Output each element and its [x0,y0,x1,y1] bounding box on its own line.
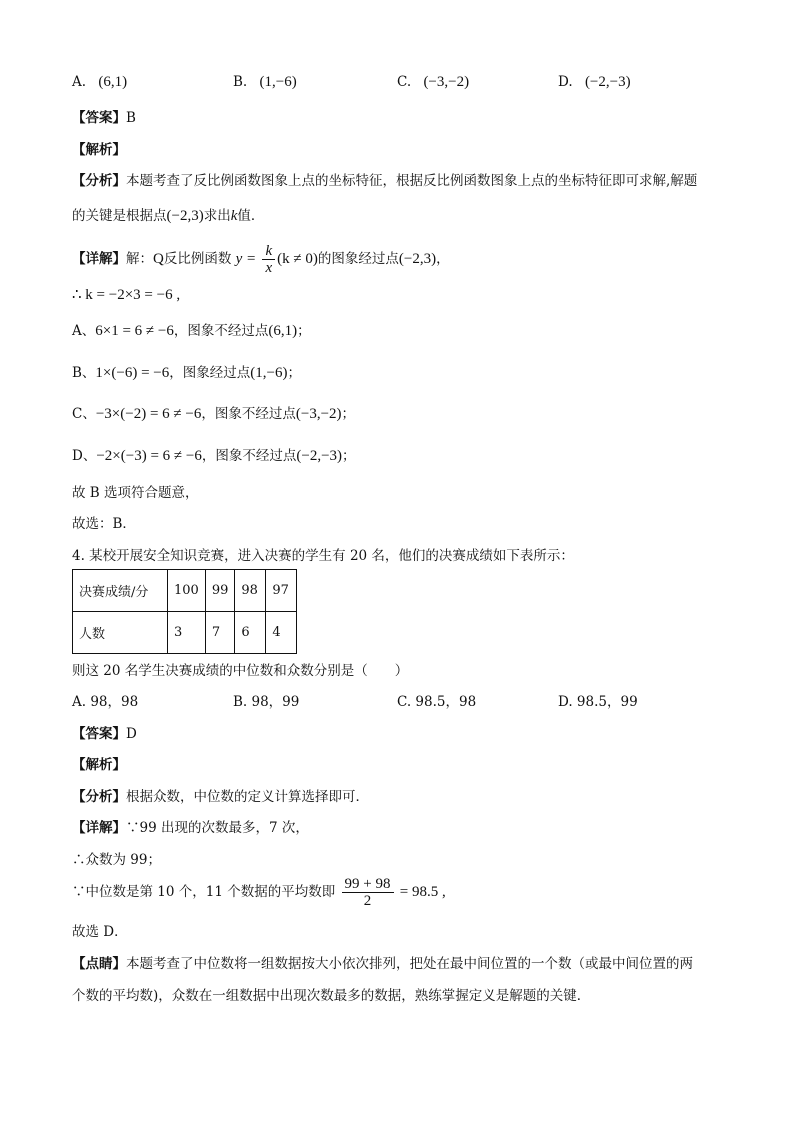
choice-line: 故选：B． [72,516,136,532]
table-row [73,570,297,612]
q4-dianjing-line-2: 个数的平均数)，众数在一组数据中出现次数最多的数据，熟练掌握定义是解题的关键． [72,988,591,1004]
check-b: B、1×(−6) = −6，图象经过点(1,−6)； [72,365,301,381]
table-cell: 100 [168,570,206,612]
table-cell: 决赛成绩/分 [73,570,168,612]
because-icon: Q [153,251,164,267]
q4-dianjing-line-1: 【点睛】本题考查了中位数将一组数据按大小依次排列，把处在最中间位置的一个数（或最中间位置的两 [72,956,693,972]
option-c: C. (−3,−2) [397,74,470,90]
q4-option-d: D. 98.5，99 [558,694,638,710]
analysis-heading: 【解析】 [72,142,126,158]
xiangjie-line: 【详解】解：Q反比例函数 y = $\frac{k}{x}$ (k ≠ 0)的图象经过点(−2,3)， [72,243,450,276]
q4-option-a: A. 98，98 [72,694,139,710]
q4-option-b: B. 98，99 [233,694,300,710]
q4-answer-line: 【答案】D [72,726,137,742]
fenxi-line-2: 的关键是根据点(−2,3)求出k值． [72,208,265,224]
fenxi-line-1: 【分析】本题考查了反比例函数图象上点的坐标特征，根据反比例函数图象上点的坐标特征即可求解,解题 [72,173,698,189]
question-4-stem: 4. 某校开展安全知识竞赛，进入决赛的学生有 20 名，他们的决赛成绩如下表所示： [72,548,574,564]
check-d: D、−2×(−3) = 6 ≠ −6，图象不经过点(−2,−3)； [72,448,356,464]
q4-median-line: ∵中位数是第 10 个，11 个数据的平均数即 $\frac{99 + 98}{2}$ = 98.5 , [72,876,446,909]
table-cell: 97 [266,570,297,612]
option-b: B. (1,−6) [233,74,297,90]
option-a: A. (6,1) [72,74,128,90]
table-cell: 人数 [73,612,168,654]
fraction-k-over-x: $\frac{k}{x}$ [262,243,275,276]
q4-choice-line: 故选 D． [72,924,128,940]
q4-fenxi-line: 【分析】根据众数，中位数的定义计算选择即可． [72,789,369,805]
table-cell: 7 [205,612,235,654]
table-cell: 4 [266,612,297,654]
conclusion-line: 故 B 选项符合题意， [72,485,199,501]
answer-line [72,108,136,128]
q4-option-c: C. 98.5，98 [397,694,477,710]
answer-value: B [126,110,136,126]
question-4-text: 则这 20 名学生决赛成绩的中位数和众数分别是（ ） [72,663,409,679]
k-value-line: ∴ k = −2×3 = −6 , [72,287,181,303]
option-d: D. (−2,−3) [558,74,631,90]
check-a: A、6×1 = 6 ≠ −6，图象不经过点(6,1)； [72,323,311,339]
fraction-median: $\frac{99 + 98}{2}$ [342,876,394,909]
q4-analysis-heading: 【解析】 [72,757,126,773]
check-c: C、−3×(−2) = 6 ≠ −6，图象不经过点(−3,−2)； [72,406,356,422]
table-cell: 98 [235,570,266,612]
table-row [73,612,297,654]
scores-table [72,569,297,654]
table-cell: 99 [205,570,235,612]
table-cell: 6 [235,612,266,654]
table-cell: 3 [168,612,206,654]
answer-tag: 【答案】 [72,110,126,126]
q4-mode-line: ∴众数为 99； [72,852,161,868]
q4-xiangjie-line: 【详解】∵99 出现的次数最多，7 次， [72,820,309,836]
